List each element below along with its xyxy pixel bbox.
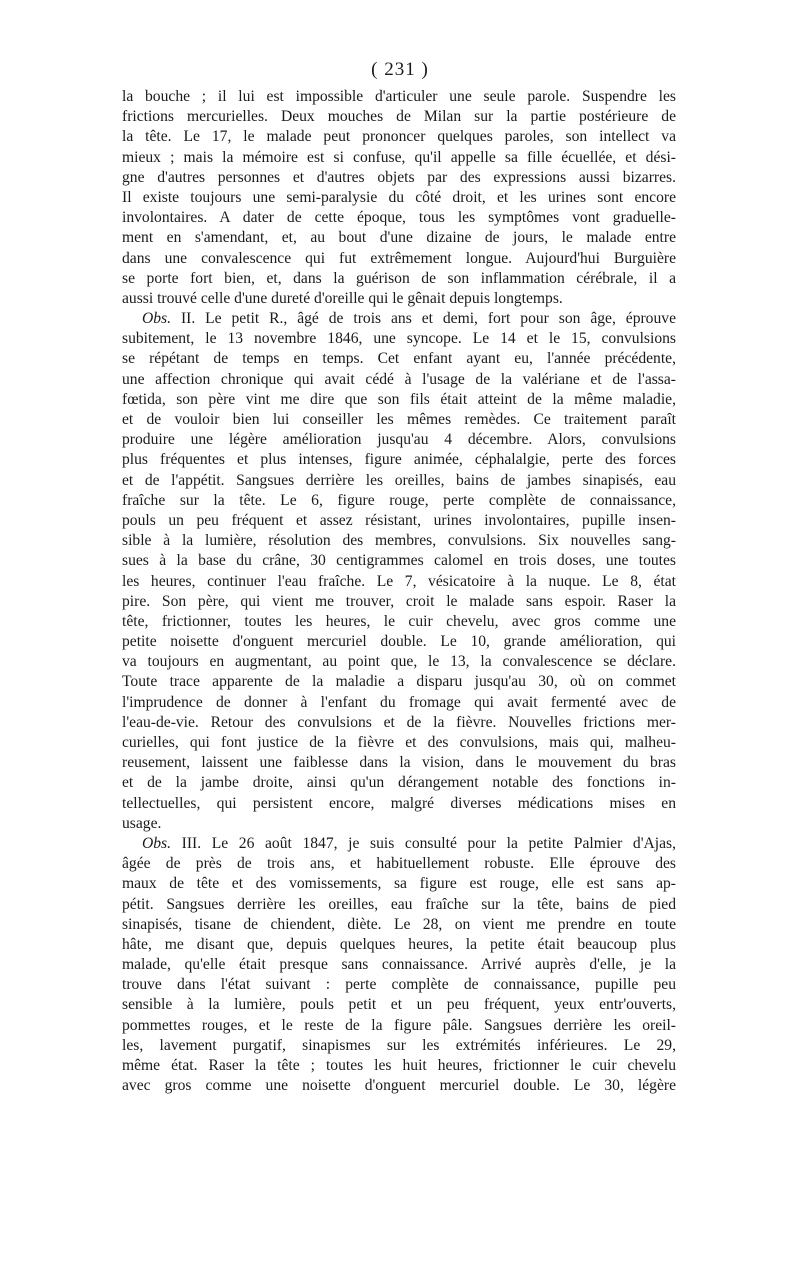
text-line: pommettes rouges, et le reste de la figure pâle. Sangsues derrière les oreil- <box>122 1016 676 1034</box>
text-line: pire. Son père, qui vient me trouver, croit le malade sans espoir. Raser la <box>122 592 676 610</box>
text-line: plus fréquentes et plus intenses, figure animée, céphalalgie, perte des forces <box>122 451 676 469</box>
text-line: même état. Raser la tête ; toutes les huit heures, frictionner le cuir chevelu <box>122 1057 676 1074</box>
text-line: sinapisés, tisane de chiendent, diète. Le 28, on vient me prendre en toute <box>122 915 676 933</box>
text-line: involontaires. A dater de cette époque, tous les symptômes vont graduelle- <box>122 209 676 227</box>
text-line: hâte, me disant que, depuis quelques heures, la petite était beaucoup plus <box>122 935 676 953</box>
text-line: se porte fort bien, et, dans la guérison de son inflammation cérébrale, il a <box>122 269 676 287</box>
observation-label: Obs. <box>142 310 172 328</box>
text-line: fœtida, son père vint me dire que son fils était atteint de la même maladie, <box>122 390 676 408</box>
text-line: dans une convalescence qui fut extrêmement longue. Aujourd'hui Burguière <box>122 249 676 267</box>
text-line: malade, qu'elle était presque sans connaissance. Arrivé auprès d'elle, je la <box>122 956 676 974</box>
text-line: usage. <box>122 814 162 832</box>
text-line: curielles, qui font justice de la fièvre et des convulsions, mais qui, malheu- <box>122 734 676 751</box>
text-line: petite noisette d'onguent mercuriel double. Le 10, grande amélioration, qui <box>122 633 676 651</box>
text-line: les, lavement purgatif, sinapismes sur les extrémités inférieures. Le 29, <box>122 1036 676 1054</box>
page-number: ( 231 ) <box>371 59 429 80</box>
observation-label: Obs. <box>142 834 172 852</box>
text-line: une affection chronique qui avait cédé à l'usage de la valériane et de l'assa- <box>122 370 676 388</box>
text-line: ment en s'amendant, et, au bout d'une dizaine de jours, le malade entre <box>122 229 676 247</box>
text-line: subitement, le 13 novembre 1846, une syncope. Le 14 et le 15, convulsions <box>122 330 676 348</box>
text-line: trouve dans l'état suivant : perte complète de connaissance, pupille peu <box>122 976 676 994</box>
text-line: mieux ; mais la mémoire est si confuse, qu'il appelle sa fille écuellée, et dési- <box>122 148 676 166</box>
text-line: et de vouloir bien lui conseiller les mêmes remèdes. Ce traitement paraît <box>122 411 676 428</box>
text-line: frictions mercurielles. Deux mouches de Milan sur la partie postérieure de <box>122 108 676 126</box>
observation-heading-line: Obs. II. Le petit R., âgé de trois ans et demi, fort pour son âge, éprouve <box>142 310 676 328</box>
text-line: avec gros comme une noisette d'onguent mercuriel double. Le 30, légère <box>122 1077 676 1095</box>
text-line: Toute trace apparente de la maladie a disparu jusqu'au 30, où on commet <box>122 673 676 691</box>
text-line: va toujours en augmentant, au point que, le 13, la convalescence se déclare. <box>122 653 676 671</box>
text-line: tellectuelles, qui persistent encore, malgré diverses médications mises en <box>122 794 676 812</box>
text-line: âgée de près de trois ans, et habituellement robuste. Elle éprouve des <box>122 855 676 873</box>
text-line: maux de tête et des vomissements, sa figure est rouge, elle est sans ap- <box>122 875 676 893</box>
text-line: pétit. Sangsues derrière les oreilles, eau fraîche sur la tête, bains de pied <box>122 895 676 913</box>
text-line: la tête. Le 17, le malade peut prononcer quelques paroles, son intellect va <box>122 128 676 146</box>
text-line: reusement, laissent une faiblesse dans la vision, dans le mouvement du bras <box>122 754 676 772</box>
text-line: sues à la base du crâne, 30 centigrammes calomel en trois doses, une toutes <box>122 552 676 570</box>
text-line: gne d'autres personnes et d'autres objets par des expressions aussi bizarres. <box>122 168 676 186</box>
text-line: produire une légère amélioration jusqu'au 4 décembre. Alors, convulsions <box>122 431 676 449</box>
text-line: fraîche sur la tête. Le 6, figure rouge, perte complète de connaissance, <box>122 491 676 509</box>
text-line: sensible à la lumière, pouls petit et un peu fréquent, yeux entr'ouverts, <box>122 996 676 1014</box>
text-line: Il existe toujours une semi-paralysie du côté droit, et les urines sont encore <box>122 188 676 206</box>
text-line: la bouche ; il lui est impossible d'articuler une seule parole. Suspendre les <box>122 88 676 105</box>
observation-heading-line: Obs. III. Le 26 août 1847, je suis consulté pour la petite Palmier d'Ajas, <box>142 834 676 852</box>
text-line: sible à la lumière, résolution des membres, convulsions. Six nouvelles sang- <box>122 532 676 550</box>
text-line: les heures, continuer l'eau fraîche. Le 7, vésicatoire à la nuque. Le 8, état <box>122 572 676 590</box>
text-line: se répétant de temps en temps. Cet enfant ayant eu, l'année précédente, <box>122 350 676 368</box>
text-line: l'eau-de-vie. Retour des convulsions et de la fièvre. Nouvelles frictions mer- <box>122 713 676 731</box>
text-line: tête, frictionner, toutes les heures, le cuir chevelu, avec gros comme une <box>122 612 676 630</box>
text-line: et de l'appétit. Sangsues derrière les oreilles, bains de jambes sinapisés, eau <box>122 471 676 489</box>
text-line: aussi trouvé celle d'une dureté d'oreille qui le gênait depuis longtemps. <box>122 289 563 307</box>
text-line: l'imprudence de donner à l'enfant du fromage qui avait fermenté avec de <box>122 693 676 711</box>
text-line: et de la jambe droite, ainsi qu'un dérangement notable des fonctions in- <box>122 774 676 792</box>
body-text <box>122 87 676 1096</box>
text-line: pouls un peu fréquent et assez résistant, urines involontaires, pupille insen- <box>122 511 676 529</box>
